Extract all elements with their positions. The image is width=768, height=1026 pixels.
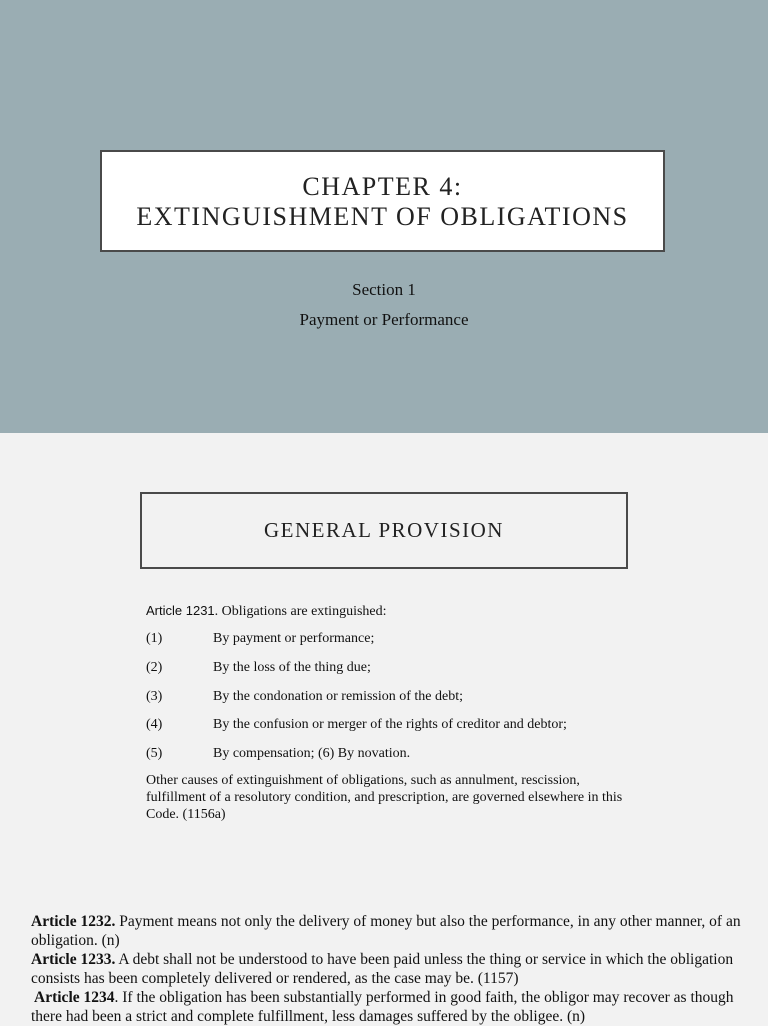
section-number: Section 1 bbox=[352, 280, 416, 299]
articles-block bbox=[31, 912, 741, 1026]
general-provision-heading: GENERAL PROVISION bbox=[140, 492, 628, 569]
list-item-text: By the condonation or remission of the debt; bbox=[213, 689, 464, 704]
article-1231-intro: . Obligations are extinguished: bbox=[214, 604, 387, 619]
chapter-title-line2: EXTINGUISHMENT OF OBLIGATIONS bbox=[136, 202, 629, 231]
list-item-text: By the confusion or merger of the rights of creditor and debtor; bbox=[213, 717, 567, 732]
chapter-title-line1: CHAPTER 4: bbox=[302, 172, 463, 201]
article-1233 bbox=[31, 950, 741, 988]
list-item-text: By compensation; (6) By novation. bbox=[213, 746, 411, 761]
list-item-number: (3) bbox=[146, 689, 163, 704]
article-1233-text: A debt shall not be understood to have been paid unless the thing or service in which the obligation consists has been completely delivered or rendered, as the case may be. (1157) bbox=[31, 951, 734, 987]
list-item-number: (2) bbox=[146, 660, 163, 675]
article-1232 bbox=[31, 912, 741, 950]
article-1231 bbox=[146, 602, 626, 620]
article-1231-heading bbox=[146, 602, 626, 620]
list-item-number: (5) bbox=[146, 746, 163, 761]
article-1231-label: Article 1231 bbox=[146, 603, 215, 618]
article-1232-text: Payment means not only the delivery of money but also the performance, in any other manner, of an obligation. (n) bbox=[31, 913, 741, 949]
list-item-text: By payment or performance; bbox=[213, 631, 375, 646]
list-item-number: (4) bbox=[146, 717, 163, 732]
article-1233-label: Article 1233. bbox=[31, 951, 116, 968]
article-1234-label: Article 1234 bbox=[31, 989, 115, 1006]
list-item-text: By the loss of the thing due; bbox=[213, 660, 371, 675]
article-1234-text: . If the obligation has been substantially performed in good faith, the obligor may recover as though there had been a strict and complete fulfillment, less damages suffered by the obligee. (n) bbox=[31, 989, 734, 1025]
chapter-title-box bbox=[100, 150, 665, 252]
list-item-number: (1) bbox=[146, 631, 163, 646]
article-1234 bbox=[31, 988, 741, 1026]
other-causes-paragraph: Other causes of extinguishment of obligations, such as annulment, rescission, fulfillment of a resolutory condition, and prescription, are governed elsewhere in this Code. (1156a) bbox=[146, 773, 623, 822]
section-title: Payment or Performance bbox=[299, 310, 469, 329]
article-1232-label: Article 1232. bbox=[31, 913, 116, 930]
